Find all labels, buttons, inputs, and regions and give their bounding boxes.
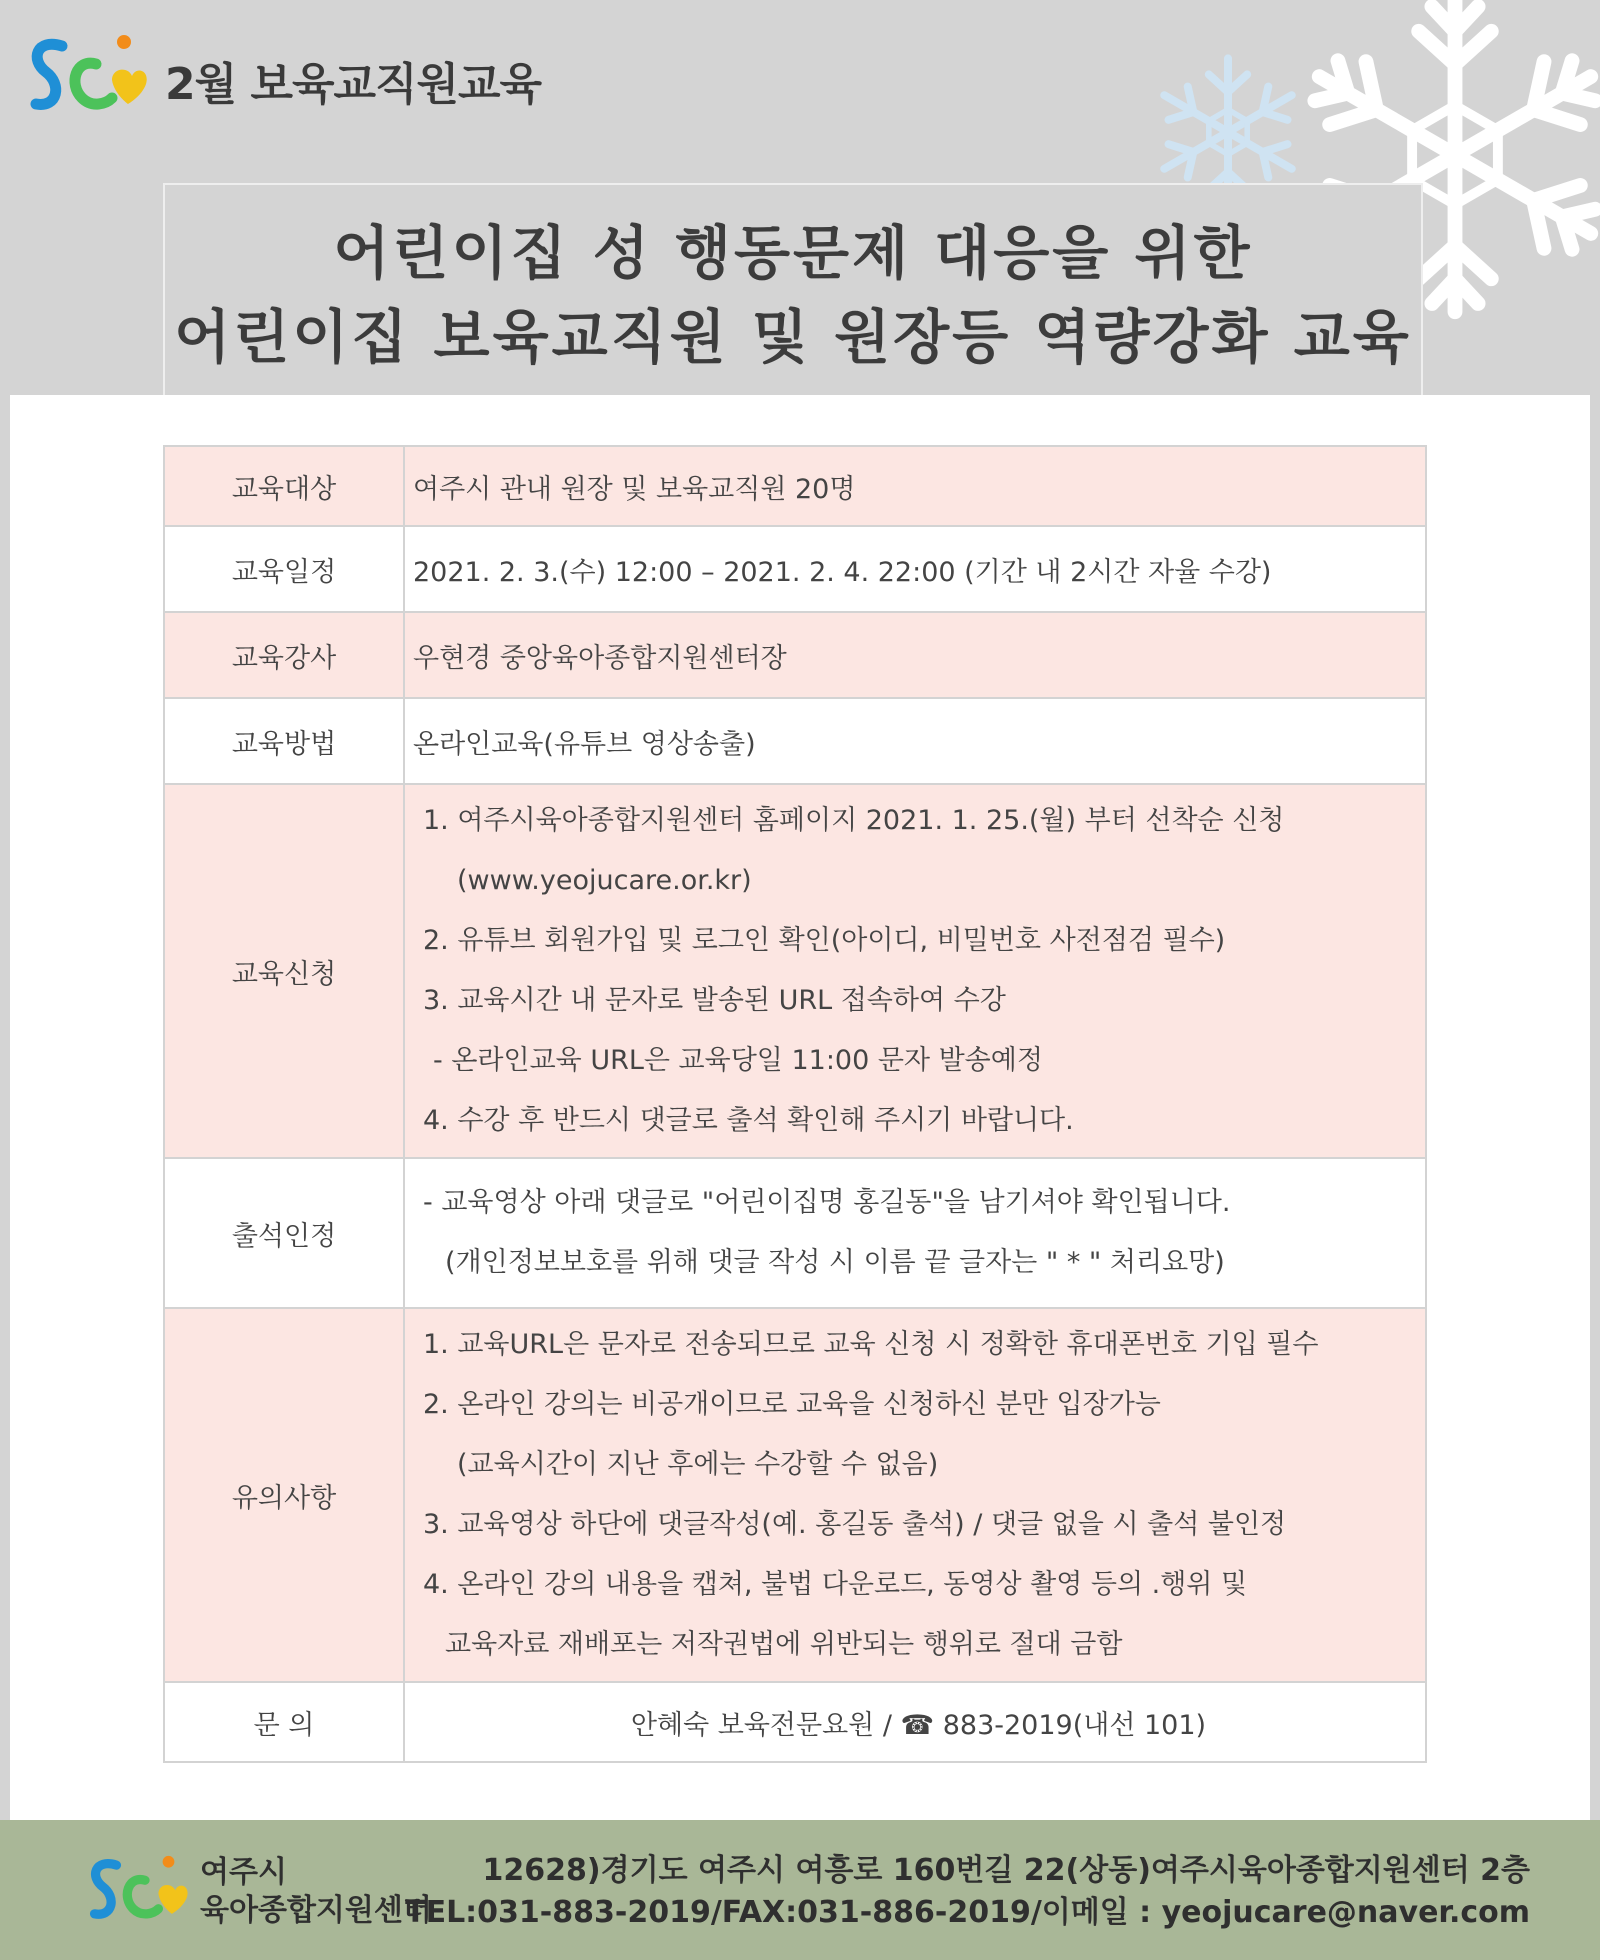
table-row bbox=[164, 1158, 1426, 1308]
row-label: 교육대상 bbox=[164, 446, 404, 526]
row-label: 교육강사 bbox=[164, 612, 404, 698]
list-item: (교육시간이 지난 후에는 수강할 수 없음) bbox=[457, 1449, 939, 1480]
list-item: (www.yeojucare.or.kr) bbox=[457, 865, 752, 896]
row-value: 안혜숙 보육전문요원 / ☎ 883-2019(내선 101) bbox=[404, 1682, 1426, 1762]
footer-org-line: 육아종합지원센터 bbox=[200, 1893, 432, 1928]
list-item: 4. 수강 후 반드시 댓글로 출석 확인해 주시기 바랍니다. bbox=[423, 1105, 1074, 1136]
table-row bbox=[164, 1682, 1426, 1762]
row-value: 2021. 2. 3.(수) 12:00 – 2021. 2. 4. 22:00 (기간 내 2시간 자율 수강) bbox=[404, 526, 1426, 612]
footer-org bbox=[200, 1854, 432, 1930]
logo-icon bbox=[82, 1850, 192, 1934]
header-title: 2월 보육교직원교육 bbox=[165, 59, 541, 110]
table-row bbox=[164, 698, 1426, 784]
table-row bbox=[164, 784, 1426, 1158]
row-label: 문 의 bbox=[164, 1682, 404, 1762]
footer-address-block bbox=[405, 1850, 1530, 1934]
table-row bbox=[164, 526, 1426, 612]
list-item: 3. 교육시간 내 문자로 발송된 URL 접속하여 수강 bbox=[423, 985, 1006, 1016]
list-item: 2. 온라인 강의는 비공개이므로 교육을 신청하신 분만 입장가능 bbox=[423, 1389, 1161, 1420]
row-value: 온라인교육(유튜브 영상송출) bbox=[404, 698, 1426, 784]
list-item: - 온라인교육 URL은 교육당일 11:00 문자 발송예정 bbox=[433, 1045, 1043, 1076]
title-line-1: 어린이집 성 행동문제 대응을 위한 bbox=[333, 219, 1253, 287]
footer bbox=[0, 1820, 1600, 1960]
list-item: 4. 온라인 강의 내용을 캡쳐, 불법 다운로드, 동영상 촬영 등의 .행위 및 bbox=[423, 1569, 1248, 1600]
footer-contact: TEL:031-883-2019/FAX:031-886-2019/이메일 : yeojucare@naver.com bbox=[405, 1895, 1530, 1930]
row-value bbox=[404, 1158, 1426, 1308]
list-item: 교육자료 재배포는 저작권법에 위반되는 행위로 절대 금함 bbox=[445, 1629, 1123, 1660]
list-item: 1. 여주시육아종합지원센터 홈페이지 2021. 1. 25.(월) 부터 선착순 신청 bbox=[423, 805, 1285, 836]
table-row bbox=[164, 1308, 1426, 1682]
row-value: 여주시 관내 원장 및 보육교직원 20명 bbox=[404, 446, 1426, 526]
title-line-2: 어린이집 보육교직원 및 원장등 역량강화 교육 bbox=[174, 303, 1412, 371]
footer-address: 12628)경기도 여주시 여흥로 160번길 22(상동)여주시육아종합지원센터 2층 bbox=[482, 1853, 1530, 1888]
table-row bbox=[164, 612, 1426, 698]
row-label: 교육일정 bbox=[164, 526, 404, 612]
row-label: 출석인정 bbox=[164, 1158, 404, 1308]
row-label: 유의사항 bbox=[164, 1308, 404, 1682]
row-value bbox=[404, 1308, 1426, 1682]
logo-icon bbox=[24, 28, 149, 128]
list-item: 3. 교육영상 하단에 댓글작성(예. 홍길동 출석) / 댓글 없을 시 출석 불인정 bbox=[423, 1509, 1287, 1540]
row-value bbox=[404, 784, 1426, 1158]
row-label: 교육신청 bbox=[164, 784, 404, 1158]
list-item: (개인정보보호를 위해 댓글 작성 시 이름 끝 글자는 " * " 처리요망) bbox=[445, 1247, 1225, 1278]
list-item: - 교육영상 아래 댓글로 "어린이집명 홍길동"을 남기셔야 확인됩니다. bbox=[423, 1187, 1231, 1218]
table-row bbox=[164, 446, 1426, 526]
footer-org-line: 여주시 bbox=[200, 1855, 287, 1890]
list-item: 1. 교육URL은 문자로 전송되므로 교육 신청 시 정확한 휴대폰번호 기입 필수 bbox=[423, 1329, 1319, 1360]
header bbox=[0, 0, 1600, 395]
row-value: 우현경 중앙육아종합지원센터장 bbox=[404, 612, 1426, 698]
list-item: 2. 유튜브 회원가입 및 로그인 확인(아이디, 비밀번호 사전점검 필수) bbox=[423, 925, 1226, 956]
info-table bbox=[163, 445, 1427, 1763]
row-label: 교육방법 bbox=[164, 698, 404, 784]
title-box bbox=[163, 183, 1423, 395]
